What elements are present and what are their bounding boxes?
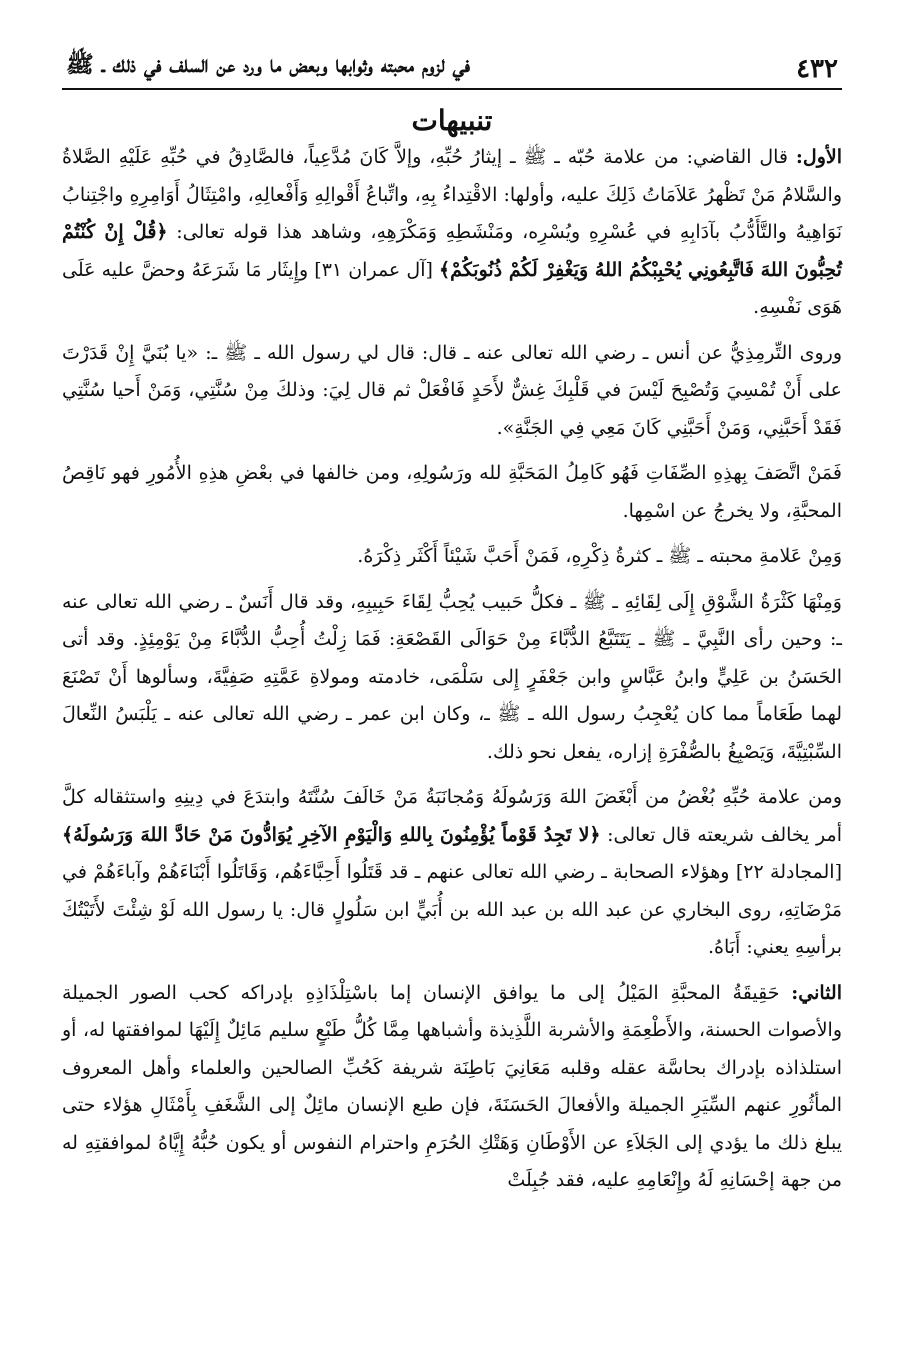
- paragraph-first-note: [62, 139, 842, 327]
- paragraph-frequent-remembrance: [62, 538, 842, 576]
- paragraph-text: وروى التِّرمِذِيُّ عن أنس ـ رضي الله تعالى عنه ـ قال: قال لي رسول الله ـ ﷺ ـ: «يا بُنَيَّ إِنْ قَدَرْتَ على أَنْ تُمْسِيَ وَتُصْبِحَ لَيْسَ في قَلْبِكَ غِشٌّ لأَحَدٍ فَافْعَلْ ثم قال لِيَ: وذلكَ مِنْ سُنَّتِي، وَمَنْ أَحيا سُنَّتِي فَقَدْ أَحَبَّنِي، وَمَنْ أَحَبَّنِي كَانَ مَعِي فِي الجَنَّةِ».: [62, 341, 842, 439]
- document-page: [62, 44, 842, 1208]
- paragraph-lead: الثاني:: [791, 981, 842, 1004]
- paragraph-lead: الأول:: [795, 146, 842, 168]
- paragraph-hating-enemies: [62, 779, 842, 967]
- paragraph-text: وَمِنْ عَلامةِ محبته ـ ﷺ ـ كثرةُ ذِكْرِهِ، فَمَنْ أَحَبَّ شَيْئاً أَكْثَر ذِكْرَهُ.: [357, 545, 842, 567]
- running-header: [62, 44, 842, 90]
- paragraph-longing: [62, 584, 842, 772]
- running-title: في لزوم محبته وثوابها وبعض ما ورد عن السلف في ذلك ـ ﷺ: [66, 51, 471, 78]
- paragraph-text: حَقِيقَةُ المحبَّةِ المَيْلُ إلى ما يوافق الإنسان إما باسْتِلْذَاذِهِ بإدراكه كحب الصور الجميلة والأصوات الحسنة، والأَطْعِمَةِ والأشربة اللَّذِيذة وأشباهها مِمَّا كُلُّ طَبْعٍ سليم مَائِلٌ إِلَيْهَا لموافقتها له، أو استلذاذه بإدراك بحاسَّة عقله وقلبه مَعَانِيَ بَاطِنَة شريفة كَحُبِّ الصالحين والعلماء وأهل المعروف المأثُورِ عنهم السِّيَرِ الجميلة والأفعالَ الحَسَنَةَ، فإن طبع الإنسان مائِلٌ إلى الشَّغَفِ بِأَمْثَالِ هؤلاء حتى يبلغ ذلك ما يؤدي إلى الجَلاَءِ عن الأَوْطَانِ وَهَتْكِ الحُرَمِ واحترام النفوس أو يكون حُبُّهُ إِيَّاهُ لموافقتِهِ له من جهة إحْسَانِهِ لَهُ وإِنْعَامِهِ عليه، فقد جُبِلَتْ: [62, 981, 842, 1191]
- quran-verse: ﴿قُلْ إِنْ كُنْتُمْ تُحِبُّونَ اللهَ فَاتَّبِعُونِي يُحْبِبْكُمُ اللهُ وَيَغْفِرْ لَكُمْ ذُنُوبَكُمْ﴾: [62, 221, 842, 281]
- paragraph-second-note: [62, 975, 842, 1200]
- paragraph-tail: [المجادلة ٢٢] وهؤلاء الصحابة ـ رضي الله تعالى عنهم ـ قد قَتَلُوا أَحِبَّاءَهُم، وَقَاتَلُوا أَبْنَاءَهُمْ وآباءَهُمْ في مَرْضَاتِهِ، روى البخاري عن عبد الله بن عبد الله بن أُبَيٍّ ابن سَلُولٍ قال: يا رسول الله لَوْ شِئْتَ لأَتَيْتُكَ برأسِهِ يعني: أَبَاهُ.: [62, 861, 842, 958]
- section-heading: تنبيهات: [411, 104, 493, 137]
- page-number: ٤٣٢: [796, 54, 838, 84]
- paragraph-complete-love: [62, 455, 842, 530]
- paragraph-text: قال القاضي: من علامة حُبّه ـ ﷺ ـ إيثارُ حُبِّهِ، وإلاَّ كَانَ مُدَّعِياً، فالصَّادِقُ في حُبِّهِ عَلَيْهِ الصَّلاةُ والسَّلامُ مَنْ تَظْهرُ عَلاَمَاتُ ذَلِكَ عليه، وأولها: الاقْتِداءُ بِهِ، واتِّباعُ أَقْوالِهِ وَأَفْعالِهِ، وامْتِثَالُ أَوَامِرِهِ واجْتِنابُ نَوَاهِيهُ والتَّأَدُّبُ بآدَابِهِ في عُسْرِهِ ويُسْرِه، ومَنْشَطِهِ وَمَكْرَهِهِ، وشاهد هذا قوله تعالى:: [62, 146, 842, 243]
- paragraph-tail: [آل عمران ٣١] وإِيثَار مَا شَرَعَهُ وحضَّ عليه عَلَى هَوَى نَفْسِهِ.: [62, 258, 842, 318]
- paragraph-text: ومن علامة حُبِّهِ بُغْضُ من أَبْغَضَ اللهَ وَرَسُولَهُ وَمُجانَبَةُ مَنْ خَالَفَ سُنَّتَهُ وابتدَعَ في دِينِهِ واستثقاله كلَّ أمر يخالف شريعته قال تعالى:: [62, 786, 842, 846]
- paragraph-tirmidhi-hadith: [62, 335, 842, 448]
- paragraph-text: فَمَنْ اتَّصَفَ بِهذِهِ الصِّفَاتِ فَهُو كَامِلُ المَحَبَّةِ لله ورَسُولِهِ، ومن خالفها في بعْضِ هذِهِ الأُمُورِ فهو نَاقِصُ المحبَّةِ، ولا يخرجُ عن اسْمِها.: [62, 462, 842, 522]
- quran-verse: ﴿لا تَجِدُ قَوْماً يُؤْمِنُونَ بِاللهِ وَالْيَوْمِ الآخِرِ يُوَادُّونَ مَنْ حَادَّ اللهَ وَرَسُولَهُ﴾: [62, 823, 601, 846]
- paragraph-text: وَمِنْهَا كَثْرَةُ الشَّوْقِ إِلَى لِقَائِهِ ـ ﷺ ـ فكلُّ حَبيب يُحِبُّ لِقَاءَ حَبِيبِهِ، وقد قال أَنَسٌ ـ رضي الله تعالى عنه ـ: وحين رأى النَّبِيَّ ـ ﷺ ـ يَتَتَبَّعُ الدُّبَّاءَ مِنْ حَوَالَى القَصْعَةِ: فَمَا زِلْتُ أُحِبُّ الدُّبَّاءَ مِنْ يَوْمِئِذٍ. وقد أتى الحَسَنُ بن عَلِيٍّ وابنُ عَبَّاسٍ وابن جَعْفَرٍ إِلى سَلْمَى، خادمته ومولاةِ عَمَّتِهِ صَفِيَّةَ، وسألوها أَنْ تَصْنَعَ لهما طَعَاماً مما كان يُعْجِبُ رسول الله ـ ﷺ ـ، وكان ابن عمر ـ رضي الله تعالى عنه ـ يَلْبَسُ النِّعالَ السِّبْتِيَّةَ، وَيَصْبِغُ بالصُّفْرَةِ إزاره، يفعل نحو ذلك.: [62, 590, 842, 763]
